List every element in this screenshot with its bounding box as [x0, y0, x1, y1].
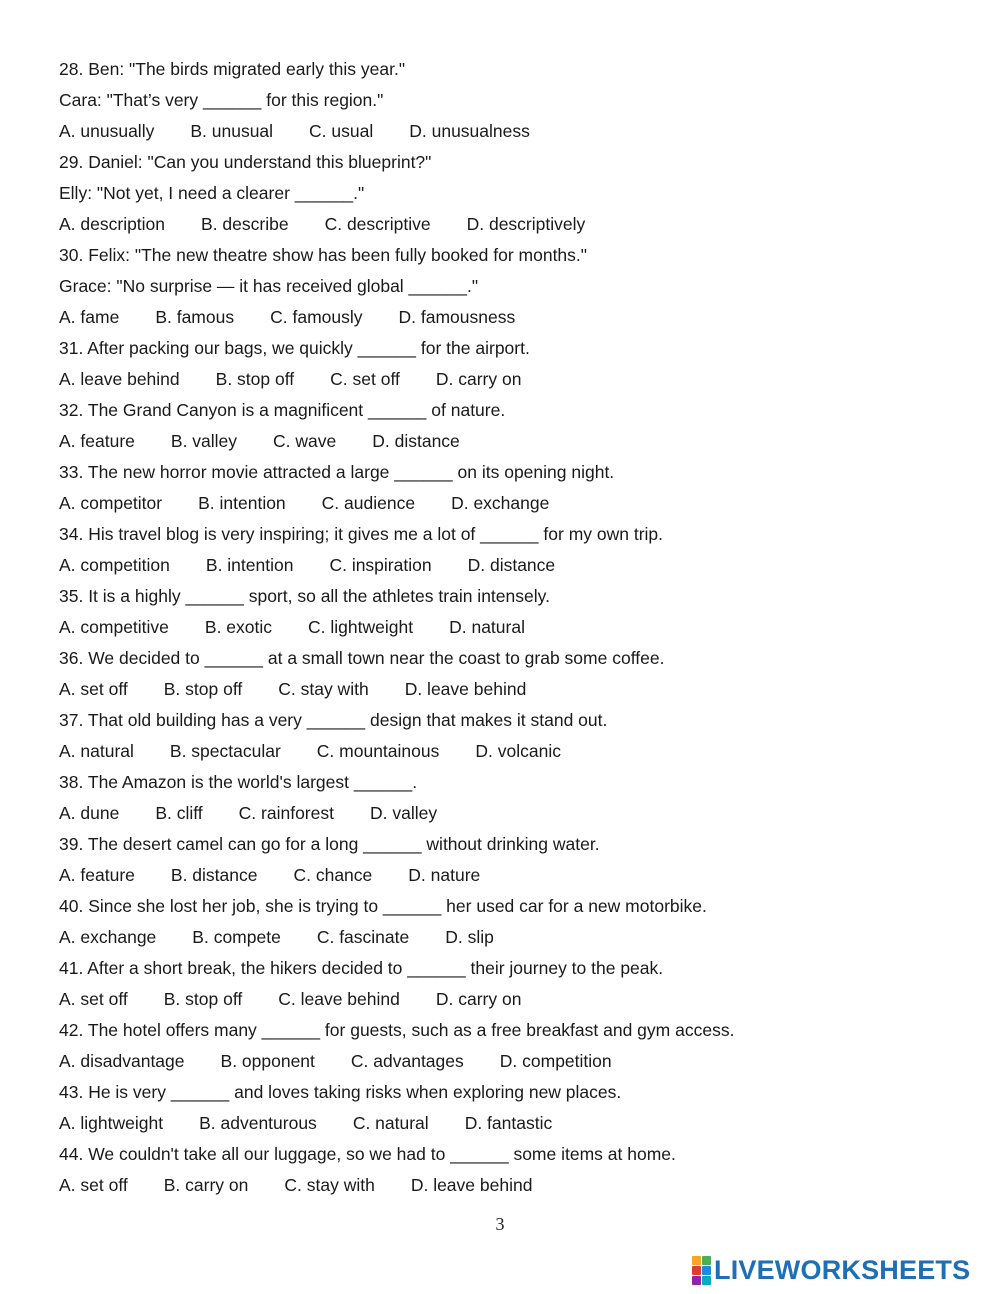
question-text: 44. We couldn't take all our luggage, so we had to ______ some items at home.	[59, 1144, 676, 1164]
answer-option[interactable]: B. carry on	[163, 1175, 249, 1195]
options-row	[59, 984, 959, 1015]
answer-option[interactable]: D. nature	[408, 865, 481, 885]
answer-option[interactable]: B. cliff	[155, 803, 203, 823]
answer-option[interactable]: D. leave behind	[404, 679, 527, 699]
options-row	[59, 674, 959, 705]
answer-option[interactable]: D. leave behind	[410, 1175, 533, 1195]
options-row	[59, 922, 959, 953]
answer-option[interactable]: D. competition	[499, 1051, 612, 1071]
answer-option[interactable]: A. competitor	[59, 493, 163, 513]
answer-option[interactable]: D. descriptively	[466, 214, 586, 234]
question-text: 32. The Grand Canyon is a magnificent ______ of nature.	[59, 400, 506, 420]
answer-option[interactable]: B. stop off	[215, 369, 295, 389]
answer-option[interactable]: A. dune	[59, 803, 120, 823]
answer-option[interactable]: B. adventurous	[199, 1113, 317, 1133]
question-text: 31. After packing our bags, we quickly ______ for the airport.	[59, 338, 530, 358]
worksheet-questions	[59, 54, 959, 1201]
options-row	[59, 550, 959, 581]
answer-option[interactable]: B. distance	[170, 865, 258, 885]
logo-text: LIVEWORKSHEETS	[714, 1254, 971, 1285]
answer-option[interactable]: C. set off	[330, 369, 400, 389]
answer-option[interactable]: A. competitive	[59, 617, 169, 637]
answer-option[interactable]: D. natural	[449, 617, 525, 637]
answer-option[interactable]: C. lightweight	[308, 617, 414, 637]
question-text: 33. The new horror movie attracted a large ______ on its opening night.	[59, 462, 615, 482]
answer-option[interactable]: B. famous	[155, 307, 235, 327]
answer-option[interactable]: B. intention	[205, 555, 294, 575]
answer-option[interactable]: D. distance	[372, 431, 460, 451]
answer-option[interactable]: B. describe	[201, 214, 289, 234]
logo-mark-tile	[702, 1266, 711, 1275]
options-row	[59, 860, 959, 891]
answer-option[interactable]: D. slip	[445, 927, 494, 947]
question-reply-text: Cara: "That’s very ______ for this region."	[59, 90, 384, 110]
answer-option[interactable]: D. carry on	[435, 369, 522, 389]
answer-option[interactable]: C. inspiration	[329, 555, 432, 575]
question-text: 41. After a short break, the hikers decided to ______ their journey to the peak.	[59, 958, 664, 978]
answer-option[interactable]: A. feature	[59, 865, 135, 885]
question-text: 28. Ben: "The birds migrated early this year."	[59, 59, 406, 79]
answer-option[interactable]: A. competition	[59, 555, 170, 575]
answer-option[interactable]: C. natural	[352, 1113, 429, 1133]
answer-option[interactable]: A. leave behind	[59, 369, 180, 389]
answer-option[interactable]: C. usual	[309, 121, 374, 141]
answer-option[interactable]: D. carry on	[435, 989, 522, 1009]
question-text: 42. The hotel offers many ______ for guests, such as a free breakfast and gym access.	[59, 1020, 735, 1040]
answer-option[interactable]: A. set off	[59, 679, 128, 699]
answer-option[interactable]: C. leave behind	[278, 989, 400, 1009]
answer-option[interactable]: A. feature	[59, 431, 135, 451]
logo-mark-tile	[702, 1276, 711, 1285]
answer-option[interactable]: C. mountainous	[316, 741, 440, 761]
options-row	[59, 798, 959, 829]
answer-option[interactable]: B. stop off	[163, 679, 243, 699]
answer-option[interactable]: A. exchange	[59, 927, 157, 947]
question-text: 37. That old building has a very ______ design that makes it stand out.	[59, 710, 608, 730]
answer-option[interactable]: C. chance	[293, 865, 373, 885]
answer-option[interactable]: D. valley	[369, 803, 438, 823]
question-text: 35. It is a highly ______ sport, so all the athletes train intensely.	[59, 586, 550, 606]
options-row	[59, 1046, 959, 1077]
logo-mark-tile	[692, 1276, 701, 1285]
answer-option[interactable]: A. set off	[59, 1175, 128, 1195]
question-text: 40. Since she lost her job, she is trying to ______ her used car for a new motorbike.	[59, 896, 707, 916]
answer-option[interactable]: C. wave	[273, 431, 337, 451]
answer-option[interactable]: A. lightweight	[59, 1113, 164, 1133]
answer-option[interactable]: C. rainforest	[238, 803, 334, 823]
answer-option[interactable]: A. unusually	[59, 121, 155, 141]
answer-option[interactable]: B. intention	[198, 493, 286, 513]
question-text: 39. The desert camel can go for a long ______ without drinking water.	[59, 834, 600, 854]
options-row	[59, 116, 959, 147]
options-row	[59, 488, 959, 519]
answer-option[interactable]: C. stay with	[278, 679, 369, 699]
answer-option[interactable]: B. valley	[170, 431, 238, 451]
answer-option[interactable]: B. opponent	[220, 1051, 315, 1071]
options-row	[59, 1108, 959, 1139]
liveworksheets-logo	[692, 1256, 970, 1284]
answer-option[interactable]: C. fascinate	[316, 927, 410, 947]
answer-option[interactable]: D. famousness	[398, 307, 516, 327]
answer-option[interactable]: A. description	[59, 214, 166, 234]
answer-option[interactable]: A. natural	[59, 741, 134, 761]
options-row	[59, 1170, 959, 1201]
page-number: 3	[495, 1214, 505, 1234]
answer-option[interactable]: A. disadvantage	[59, 1051, 185, 1071]
question-reply-text: Grace: "No surprise — it has received global ______."	[59, 276, 479, 296]
answer-option[interactable]: C. audience	[321, 493, 416, 513]
answer-option[interactable]: D. exchange	[451, 493, 550, 513]
answer-option[interactable]: D. distance	[467, 555, 556, 575]
answer-option[interactable]: D. fantastic	[464, 1113, 553, 1133]
answer-option[interactable]: D. unusualness	[409, 121, 530, 141]
question-reply-text: Elly: "Not yet, I need a clearer ______."	[59, 183, 365, 203]
options-row	[59, 426, 959, 457]
question-text: 38. The Amazon is the world's largest ______.	[59, 772, 418, 792]
answer-option[interactable]: C. stay with	[284, 1175, 375, 1195]
logo-mark-tile	[702, 1256, 711, 1265]
options-row	[59, 302, 959, 333]
question-text: 29. Daniel: "Can you understand this blueprint?"	[59, 152, 432, 172]
options-row	[59, 364, 959, 395]
answer-option[interactable]: D. volcanic	[475, 741, 561, 761]
answer-option[interactable]: C. advantages	[350, 1051, 464, 1071]
logo-mark-icon	[692, 1256, 711, 1285]
answer-option[interactable]: C. descriptive	[324, 214, 431, 234]
answer-option[interactable]: C. famously	[270, 307, 363, 327]
options-row	[59, 612, 959, 643]
question-text: 30. Felix: "The new theatre show has been fully booked for months."	[59, 245, 587, 265]
answer-option[interactable]: B. spectacular	[169, 741, 281, 761]
answer-option[interactable]: A. set off	[59, 989, 128, 1009]
answer-option[interactable]: B. compete	[192, 927, 281, 947]
question-text: 43. He is very ______ and loves taking risks when exploring new places.	[59, 1082, 622, 1102]
question-text: 36. We decided to ______ at a small town near the coast to grab some coffee.	[59, 648, 665, 668]
logo-mark-tile	[692, 1266, 701, 1275]
answer-option[interactable]: A. fame	[59, 307, 120, 327]
question-text: 34. His travel blog is very inspiring; it gives me a lot of ______ for my own trip.	[59, 524, 664, 544]
options-row	[59, 209, 959, 240]
answer-option[interactable]: B. unusual	[190, 121, 274, 141]
answer-option[interactable]: B. stop off	[163, 989, 243, 1009]
answer-option[interactable]: B. exotic	[204, 617, 273, 637]
options-row	[59, 736, 959, 767]
logo-mark-tile	[692, 1256, 701, 1265]
